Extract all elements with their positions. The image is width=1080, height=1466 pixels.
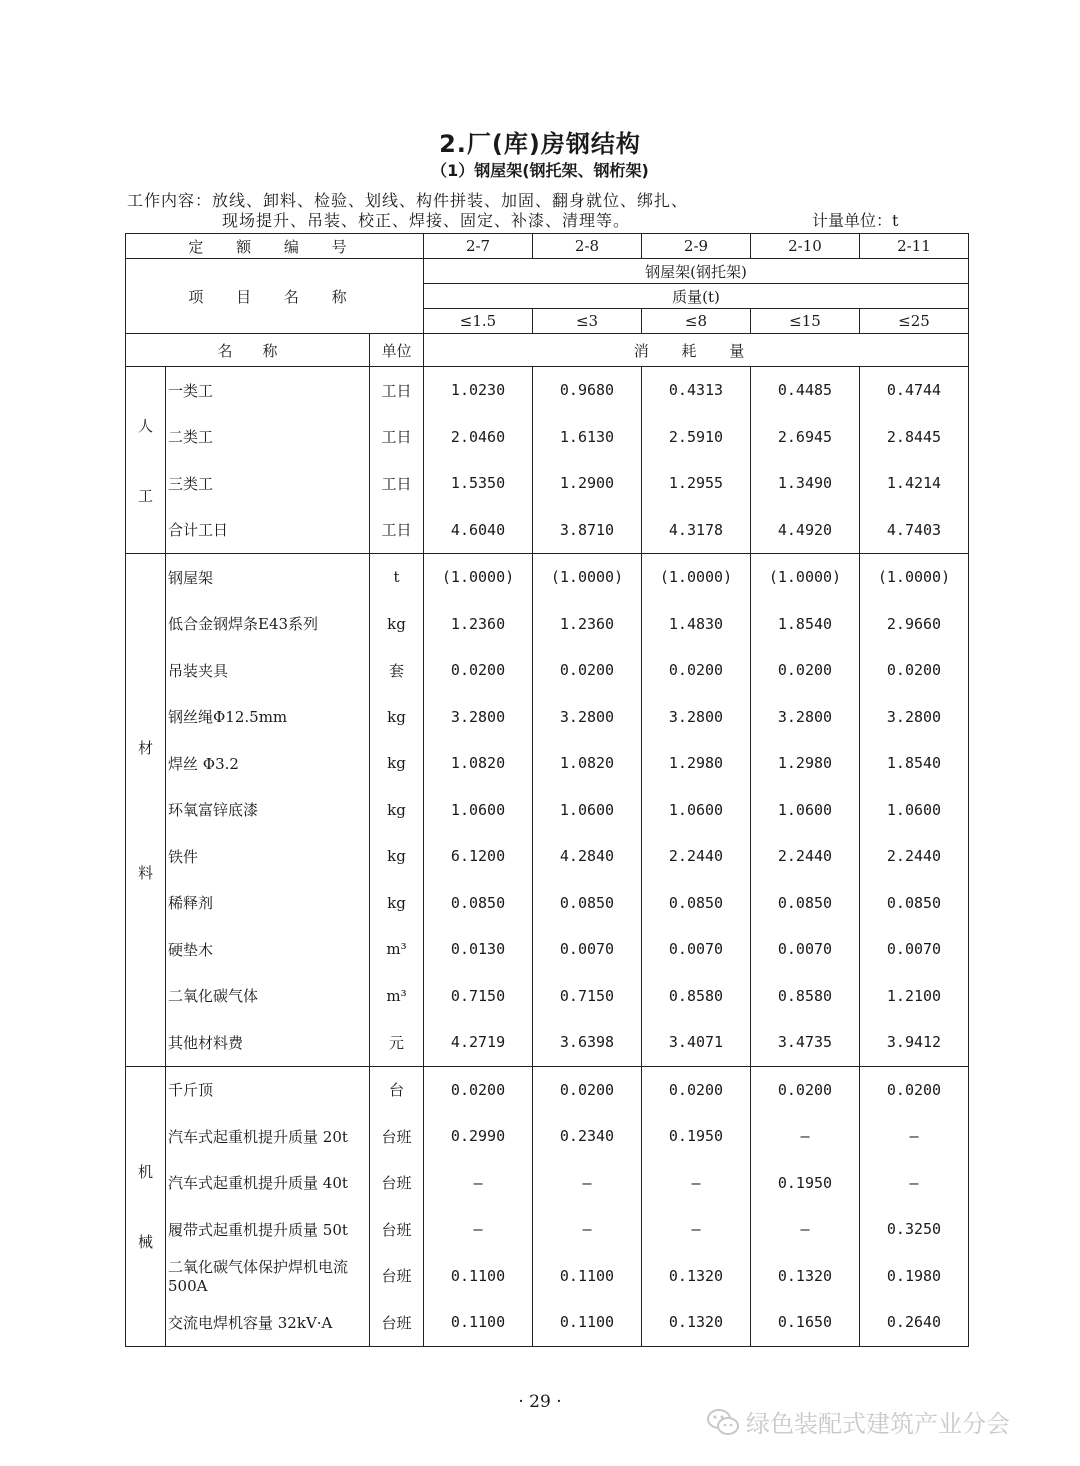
- value-cell: 3.2800: [424, 694, 533, 741]
- value-cell: 1.0600: [750, 787, 859, 834]
- value-cell: 0.0070: [533, 926, 642, 973]
- item-unit: 工日: [370, 414, 424, 461]
- value-cell: 1.0600: [859, 787, 968, 834]
- value-cell: 0.0200: [750, 1066, 859, 1113]
- value-cell: 2.5910: [642, 414, 751, 461]
- table-row: [126, 880, 969, 927]
- value-cell: 3.4071: [642, 1019, 751, 1066]
- value-cell: 1.0600: [642, 787, 751, 834]
- item-unit: 台班: [370, 1299, 424, 1346]
- item-unit: 台班: [370, 1160, 424, 1207]
- mass-value: ≤15: [750, 309, 859, 334]
- value-cell: 0.1320: [642, 1253, 751, 1300]
- item-name: 千斤顶: [166, 1066, 370, 1113]
- code-cell: 2-8: [533, 234, 642, 259]
- header-name-row: [126, 334, 969, 367]
- value-cell: —: [424, 1160, 533, 1207]
- group-label: [126, 1066, 166, 1346]
- group-label-char: 机: [137, 1162, 153, 1181]
- value-cell: 0.0070: [642, 926, 751, 973]
- value-cell: 0.1950: [750, 1160, 859, 1207]
- table-row: [126, 367, 969, 414]
- value-cell: 0.0200: [424, 647, 533, 694]
- item-unit: 工日: [370, 367, 424, 414]
- mass-label: 质量(t): [424, 284, 969, 309]
- value-cell: 1.8540: [750, 601, 859, 648]
- value-cell: 0.0850: [642, 880, 751, 927]
- quota-table: [125, 233, 969, 1347]
- item-unit: 台班: [370, 1113, 424, 1160]
- value-cell: 4.3178: [642, 507, 751, 554]
- value-cell: 2.9660: [859, 601, 968, 648]
- value-cell: —: [750, 1206, 859, 1253]
- item-name: 履带式起重机提升质量 50t: [166, 1206, 370, 1253]
- value-cell: 0.0850: [533, 880, 642, 927]
- value-cell: 0.0200: [533, 647, 642, 694]
- value-cell: 3.2800: [750, 694, 859, 741]
- item-unit: kg: [370, 694, 424, 741]
- mass-value: ≤8: [642, 309, 751, 334]
- watermark: [706, 1404, 1010, 1439]
- value-cell: 1.0230: [424, 367, 533, 414]
- value-cell: 1.2100: [859, 973, 968, 1020]
- value-cell: 0.7150: [533, 973, 642, 1020]
- value-cell: 2.2440: [859, 833, 968, 880]
- table-row: [126, 1253, 969, 1300]
- value-cell: 0.8580: [750, 973, 859, 1020]
- value-cell: 1.0600: [424, 787, 533, 834]
- table-row: [126, 1066, 969, 1113]
- item-name: 铁件: [166, 833, 370, 880]
- value-cell: 1.8540: [859, 740, 968, 787]
- value-cell: 3.9412: [859, 1019, 968, 1066]
- value-cell: 3.8710: [533, 507, 642, 554]
- table-row: [126, 1206, 969, 1253]
- item-name: 合计工日: [166, 507, 370, 554]
- value-cell: 1.0820: [533, 740, 642, 787]
- value-cell: 0.1100: [424, 1253, 533, 1300]
- item-unit: 台: [370, 1066, 424, 1113]
- table-row: [126, 554, 969, 601]
- table-row: [126, 601, 969, 648]
- value-cell: 1.2360: [424, 601, 533, 648]
- value-cell: 1.0820: [424, 740, 533, 787]
- item-unit: m³: [370, 973, 424, 1020]
- value-cell: (1.0000): [424, 554, 533, 601]
- value-cell: 4.4920: [750, 507, 859, 554]
- page-number: · 29 ·: [518, 1392, 562, 1412]
- section-subtitle: （1）钢屋架(钢托架、钢桁架): [431, 161, 649, 180]
- value-cell: 4.2719: [424, 1019, 533, 1066]
- value-cell: 4.7403: [859, 507, 968, 554]
- group-label-char: 人: [137, 416, 153, 435]
- value-cell: 0.1100: [424, 1299, 533, 1346]
- value-cell: —: [859, 1113, 968, 1160]
- code-cell: 2-10: [750, 234, 859, 259]
- value-cell: 1.6130: [533, 414, 642, 461]
- header-code-row: [126, 234, 969, 259]
- group-label-char: 械: [137, 1232, 153, 1251]
- value-cell: 0.2990: [424, 1113, 533, 1160]
- consumption-label: 消 耗 量: [424, 334, 969, 367]
- category-label: 钢屋架(钢托架): [424, 259, 969, 284]
- value-cell: (1.0000): [750, 554, 859, 601]
- value-cell: —: [642, 1160, 751, 1207]
- value-cell: 1.2980: [642, 740, 751, 787]
- group-label: [126, 367, 166, 554]
- table-row: [126, 1019, 969, 1066]
- value-cell: 1.0600: [533, 787, 642, 834]
- value-cell: 0.1100: [533, 1299, 642, 1346]
- work-content-line2: 现场提升、吊装、校正、焊接、固定、补漆、清理等。: [222, 211, 631, 230]
- value-cell: 0.0850: [424, 880, 533, 927]
- item-name: 环氧富锌底漆: [166, 787, 370, 834]
- item-name: 焊丝 Φ3.2: [166, 740, 370, 787]
- item-name: 低合金钢焊条E43系列: [166, 601, 370, 648]
- item-name: 二氧化碳气体保护焊机电流500A: [166, 1253, 370, 1300]
- value-cell: (1.0000): [533, 554, 642, 601]
- item-unit: kg: [370, 880, 424, 927]
- value-cell: 0.1320: [642, 1299, 751, 1346]
- value-cell: —: [642, 1206, 751, 1253]
- code-label: 定 额 编 号: [126, 234, 424, 259]
- value-cell: 0.0070: [859, 926, 968, 973]
- table-row: [126, 787, 969, 834]
- value-cell: 1.4214: [859, 460, 968, 507]
- unit-label: 单位: [370, 334, 424, 367]
- value-cell: 2.2440: [642, 833, 751, 880]
- item-unit: 台班: [370, 1206, 424, 1253]
- value-cell: 2.2440: [750, 833, 859, 880]
- value-cell: 1.2900: [533, 460, 642, 507]
- value-cell: 2.6945: [750, 414, 859, 461]
- value-cell: 4.6040: [424, 507, 533, 554]
- table-row: [126, 694, 969, 741]
- item-name: 钢丝绳Φ12.5mm: [166, 694, 370, 741]
- item-name: 其他材料费: [166, 1019, 370, 1066]
- item-name: 三类工: [166, 460, 370, 507]
- value-cell: 0.7150: [424, 973, 533, 1020]
- page-title: 2.厂(库)房钢结构: [439, 130, 641, 158]
- value-cell: 1.3490: [750, 460, 859, 507]
- value-cell: 0.0070: [750, 926, 859, 973]
- item-name: 稀释剂: [166, 880, 370, 927]
- value-cell: 1.2360: [533, 601, 642, 648]
- table-row: [126, 1160, 969, 1207]
- value-cell: 4.2840: [533, 833, 642, 880]
- value-cell: 0.0200: [859, 647, 968, 694]
- name-label: 名 称: [126, 334, 370, 367]
- value-cell: (1.0000): [859, 554, 968, 601]
- value-cell: —: [859, 1160, 968, 1207]
- table-row: [126, 507, 969, 554]
- value-cell: 0.0200: [642, 1066, 751, 1113]
- table-row: [126, 740, 969, 787]
- mass-value: ≤3: [533, 309, 642, 334]
- value-cell: —: [424, 1206, 533, 1253]
- value-cell: 0.4485: [750, 367, 859, 414]
- table-row: [126, 414, 969, 461]
- item-unit: 工日: [370, 460, 424, 507]
- value-cell: 0.3250: [859, 1206, 968, 1253]
- value-cell: 0.0200: [750, 647, 859, 694]
- value-cell: 0.0850: [750, 880, 859, 927]
- table-row: [126, 647, 969, 694]
- mass-value: ≤1.5: [424, 309, 533, 334]
- code-cell: 2-11: [859, 234, 968, 259]
- item-unit: 元: [370, 1019, 424, 1066]
- item-name: 二氧化碳气体: [166, 973, 370, 1020]
- value-cell: 0.2340: [533, 1113, 642, 1160]
- value-cell: 0.0200: [859, 1066, 968, 1113]
- value-cell: 0.4744: [859, 367, 968, 414]
- item-unit: t: [370, 554, 424, 601]
- item-name: 吊装夹具: [166, 647, 370, 694]
- table-row: [126, 1113, 969, 1160]
- item-name: 二类工: [166, 414, 370, 461]
- table-row: [126, 460, 969, 507]
- value-cell: 1.4830: [642, 601, 751, 648]
- value-cell: 3.6398: [533, 1019, 642, 1066]
- item-unit: kg: [370, 740, 424, 787]
- value-cell: 6.1200: [424, 833, 533, 880]
- value-cell: —: [533, 1206, 642, 1253]
- value-cell: 0.1650: [750, 1299, 859, 1346]
- group-label-char: 工: [137, 486, 153, 505]
- value-cell: 2.0460: [424, 414, 533, 461]
- value-cell: 0.0850: [859, 880, 968, 927]
- value-cell: 0.8580: [642, 973, 751, 1020]
- watermark-text: 绿色装配式建筑产业分会: [746, 1410, 1010, 1438]
- value-cell: 2.8445: [859, 414, 968, 461]
- item-name: 钢屋架: [166, 554, 370, 601]
- value-cell: 3.2800: [859, 694, 968, 741]
- value-cell: 0.0200: [533, 1066, 642, 1113]
- item-name: 汽车式起重机提升质量 20t: [166, 1113, 370, 1160]
- item-name: 汽车式起重机提升质量 40t: [166, 1160, 370, 1207]
- item-unit: kg: [370, 601, 424, 648]
- table-row: [126, 1299, 969, 1346]
- code-cell: 2-9: [642, 234, 751, 259]
- group-label: [126, 554, 166, 1067]
- value-cell: 0.0200: [642, 647, 751, 694]
- value-cell: 3.4735: [750, 1019, 859, 1066]
- group-label-char: 料: [137, 863, 153, 882]
- mass-value: ≤25: [859, 309, 968, 334]
- item-unit: 套: [370, 647, 424, 694]
- unit-note: 计量单位：t: [812, 211, 899, 230]
- value-cell: 0.0130: [424, 926, 533, 973]
- value-cell: 0.9680: [533, 367, 642, 414]
- item-name: 交流电焊机容量 32kV·A: [166, 1299, 370, 1346]
- item-name: 硬垫木: [166, 926, 370, 973]
- value-cell: 0.1980: [859, 1253, 968, 1300]
- header-category-row: [126, 259, 969, 284]
- work-content-line1: 工作内容：放线、卸料、检验、划线、构件拼装、加固、翻身就位、绑扎、: [127, 191, 689, 210]
- code-cell: 2-7: [424, 234, 533, 259]
- value-cell: 1.2955: [642, 460, 751, 507]
- item-unit: kg: [370, 787, 424, 834]
- value-cell: 3.2800: [533, 694, 642, 741]
- table-row: [126, 833, 969, 880]
- value-cell: —: [533, 1160, 642, 1207]
- value-cell: 0.1100: [533, 1253, 642, 1300]
- wechat-icon: [706, 1407, 740, 1437]
- table-row: [126, 973, 969, 1020]
- value-cell: 0.1950: [642, 1113, 751, 1160]
- value-cell: 0.0200: [424, 1066, 533, 1113]
- value-cell: 0.4313: [642, 367, 751, 414]
- value-cell: 0.1320: [750, 1253, 859, 1300]
- table-row: [126, 926, 969, 973]
- item-label: 项 目 名 称: [126, 259, 424, 334]
- value-cell: 3.2800: [642, 694, 751, 741]
- value-cell: 1.2980: [750, 740, 859, 787]
- item-unit: kg: [370, 833, 424, 880]
- value-cell: 0.2640: [859, 1299, 968, 1346]
- item-unit: m³: [370, 926, 424, 973]
- item-name: 一类工: [166, 367, 370, 414]
- value-cell: (1.0000): [642, 554, 751, 601]
- group-label-char: 材: [137, 738, 153, 757]
- value-cell: 1.5350: [424, 460, 533, 507]
- item-unit: 台班: [370, 1253, 424, 1300]
- value-cell: —: [750, 1113, 859, 1160]
- item-unit: 工日: [370, 507, 424, 554]
